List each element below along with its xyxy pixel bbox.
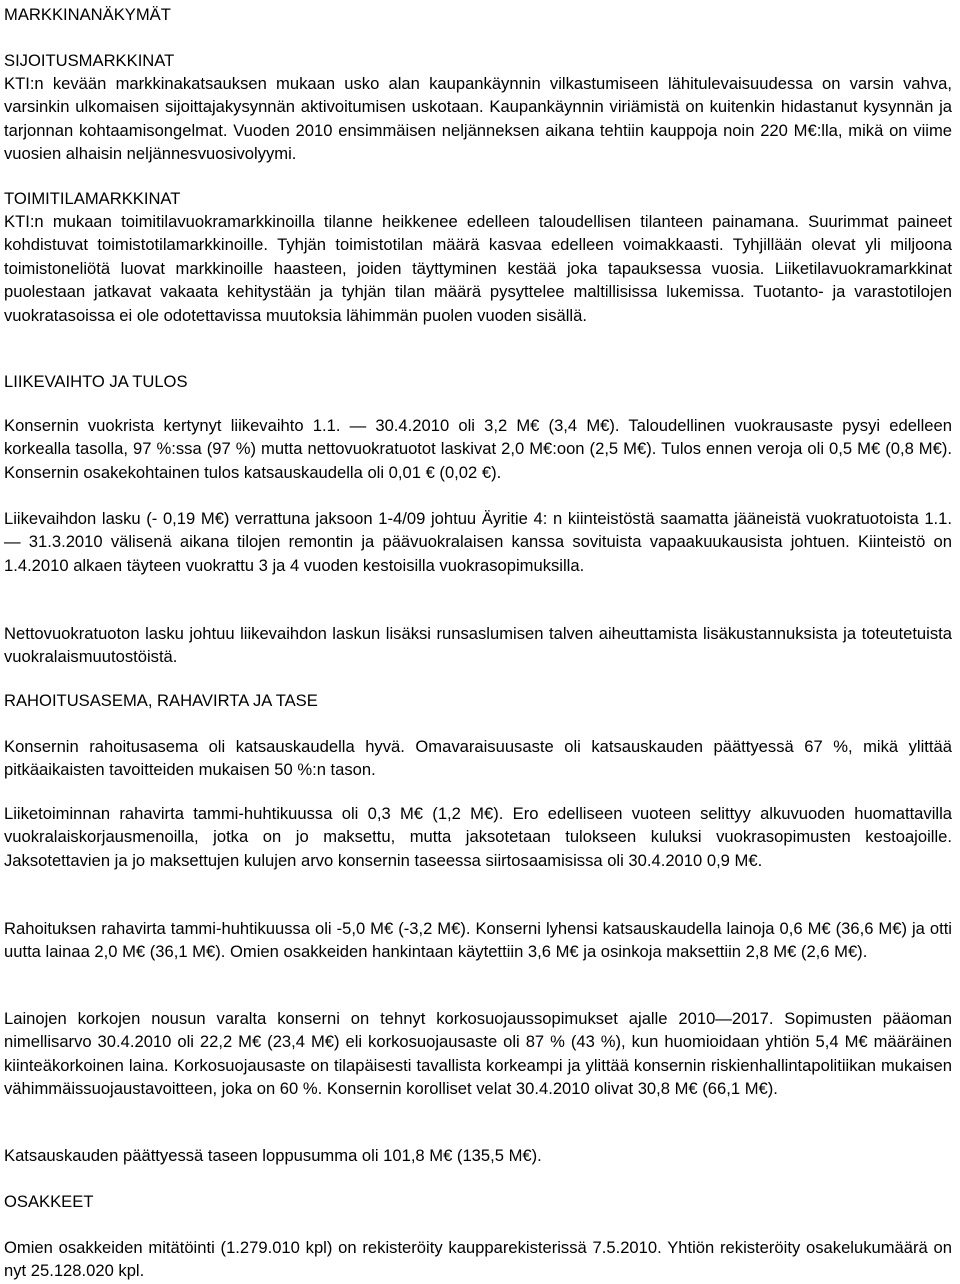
section-heading-liikevaihto-ja-tulos: LIIKEVAIHTO JA TULOS xyxy=(4,372,188,391)
paragraph: Nettovuokratuoton lasku johtuu liikevaihdon laskun lisäksi runsaslumisen talven aiheuttamista lisäkustannuksista ja toteutetuista vuokralaismuutostöistä. xyxy=(4,624,952,667)
paragraph: Rahoituksen rahavirta tammi-huhtikuussa oli -5,0 M€ (-3,2 M€). Konserni lyhensi katsauskaudella lainoja 0,6 M€ (36,6 M€) ja otti uutta lainaa 2,0 M€ (36,1 M€). Omien osakkeiden hankintaan käytettiin 3,6 M€ ja osinkoja maksettiin 2,8 M€ (2,6 M€). xyxy=(4,919,952,962)
document-title: MARKKINANÄKYMÄT xyxy=(4,5,171,24)
section-heading-rahoitusasema: RAHOITUSASEMA, RAHAVIRTA JA TASE xyxy=(4,691,318,710)
paragraph: Konsernin rahoitusasema oli katsauskaudella hyvä. Omavaraisuusaste oli katsauskauden päättyessä 67 %, mikä ylittää pitkäaikaisten tavoitteiden mukaisen 50 %:n tason. xyxy=(4,737,952,780)
section-heading-toimitilamarkkinat: TOIMITILAMARKKINAT xyxy=(4,189,181,208)
section-heading-osakkeet: OSAKKEET xyxy=(4,1192,94,1211)
paragraph: Konsernin vuokrista kertynyt liikevaihto 1.1. — 30.4.2010 oli 3,2 M€ (3,4 M€). Taloudellinen vuokrausaste pysyi edelleen korkealla tasolla, 97 %:ssa (97 %) mutta nettovuokratuotot laskivat 2,0 M€:oon (2,5 M€). Tulos ennen veroja oli 0,5 M€ (0,8 M€). Konsernin osakekohtainen tulos katsauskaudella oli 0,01 € (0,02 €). xyxy=(4,416,952,482)
paragraph: Lainojen korkojen nousun varalta konserni on tehnyt korkosuojaussopimukset ajalle 2010—2017. Sopimusten pääoman nimellisarvo 30.4.2010 oli 22,2 M€ (23,4 M€) eli korkosuojausaste oli 87 % (43 %), kun huomioidaan yhtiön 5,4 M€ määräinen kiinteäkorkoinen laina. Korkosuojausaste on tilapäisesti tavallista korkeampi ja ylittää konsernin riskienhallintapolitiikan mukaisen vähimmäissuojaustavoitteen, joka on 60 %. Konsernin korolliset velat 30.4.2010 olivat 30,8 M€ (66,1 M€). xyxy=(4,1009,952,1099)
paragraph: KTI:n mukaan toimitilavuokramarkkinoilla tilanne heikkenee edelleen taloudellisen tilanteen painamana. Suurimmat paineet kohdistuvat toimistotilamarkkinoille. Tyhjän toimistotilan määrä kasvaa edelleen voimakkaasti. Tyhjillään olevat yli miljoona toimistoneliötä luovat markkinoille haasteen, joiden täyttyminen kestää joka tapauksessa vuosia. Liiketilavuokramarkkinat puolestaan jatkavat vakaata kehitystään ja tyhjän tilan määrä pysyttelee maltillisissa lukemissa. Tuotanto- ja varastotilojen vuokratasoissa ei ole odotettavissa muutoksia lähimmän puolen vuoden sisällä. xyxy=(4,212,952,325)
paragraph: Omien osakkeiden mitätöinti (1.279.010 kpl) on rekisteröity kaupparekisterissä 7.5.2010. Yhtiön rekisteröity osakelukumäärä on nyt 25.128.020 kpl. xyxy=(4,1238,952,1281)
paragraph: Liiketoiminnan rahavirta tammi-huhtikuussa oli 0,3 M€ (1,2 M€). Ero edelliseen vuoteen selittyy alkuvuoden huomattavilla vuokralaiskorjausmenoilla, jotka on jo maksettu, mutta jaksotetaan tulokseen kuluksi vuokrasopimusten kestoajoille. Jaksotettavien ja jo maksettujen kulujen arvo konsernin taseessa siirtosaamisissa oli 30.4.2010 0,9 M€. xyxy=(4,804,952,870)
section-heading-sijoitusmarkkinat: SIJOITUSMARKKINAT xyxy=(4,51,175,70)
paragraph: Liikevaihdon lasku (- 0,19 M€) verrattuna jaksoon 1-4/09 johtuu Äyritie 4: n kiinteistöstä saamatta jääneistä vuokratuotoista 1.1. — 31.3.2010 välisenä aikana tilojen remontin ja päävuokralaisen kanssa sovituista vapaakuukausista johtuen. Kiinteistö on 1.4.2010 alkaen täyteen vuokrattu 3 ja 4 vuoden kestoisilla vuokrasopimuksilla. xyxy=(4,509,952,575)
paragraph: KTI:n kevään markkinakatsauksen mukaan usko alan kaupankäynnin vilkastumiseen lähitulevaisuudessa on varsin vahva, varsinkin ulkomaisen sijoittajakysynnän aktivoitumisen uskotaan. Kaupankäynnin viriämistä on kuitenkin hidastanut kysynnän ja tarjonnan kohtaamisongelmat. Vuoden 2010 ensimmäisen neljänneksen aikana tehtiin kauppoja noin 220 M€:lla, mikä on viime vuosien alhaisin neljännesvuosivolyymi. xyxy=(4,74,952,164)
paragraph: Katsauskauden päättyessä taseen loppusumma oli 101,8 M€ (135,5 M€). xyxy=(4,1146,542,1165)
